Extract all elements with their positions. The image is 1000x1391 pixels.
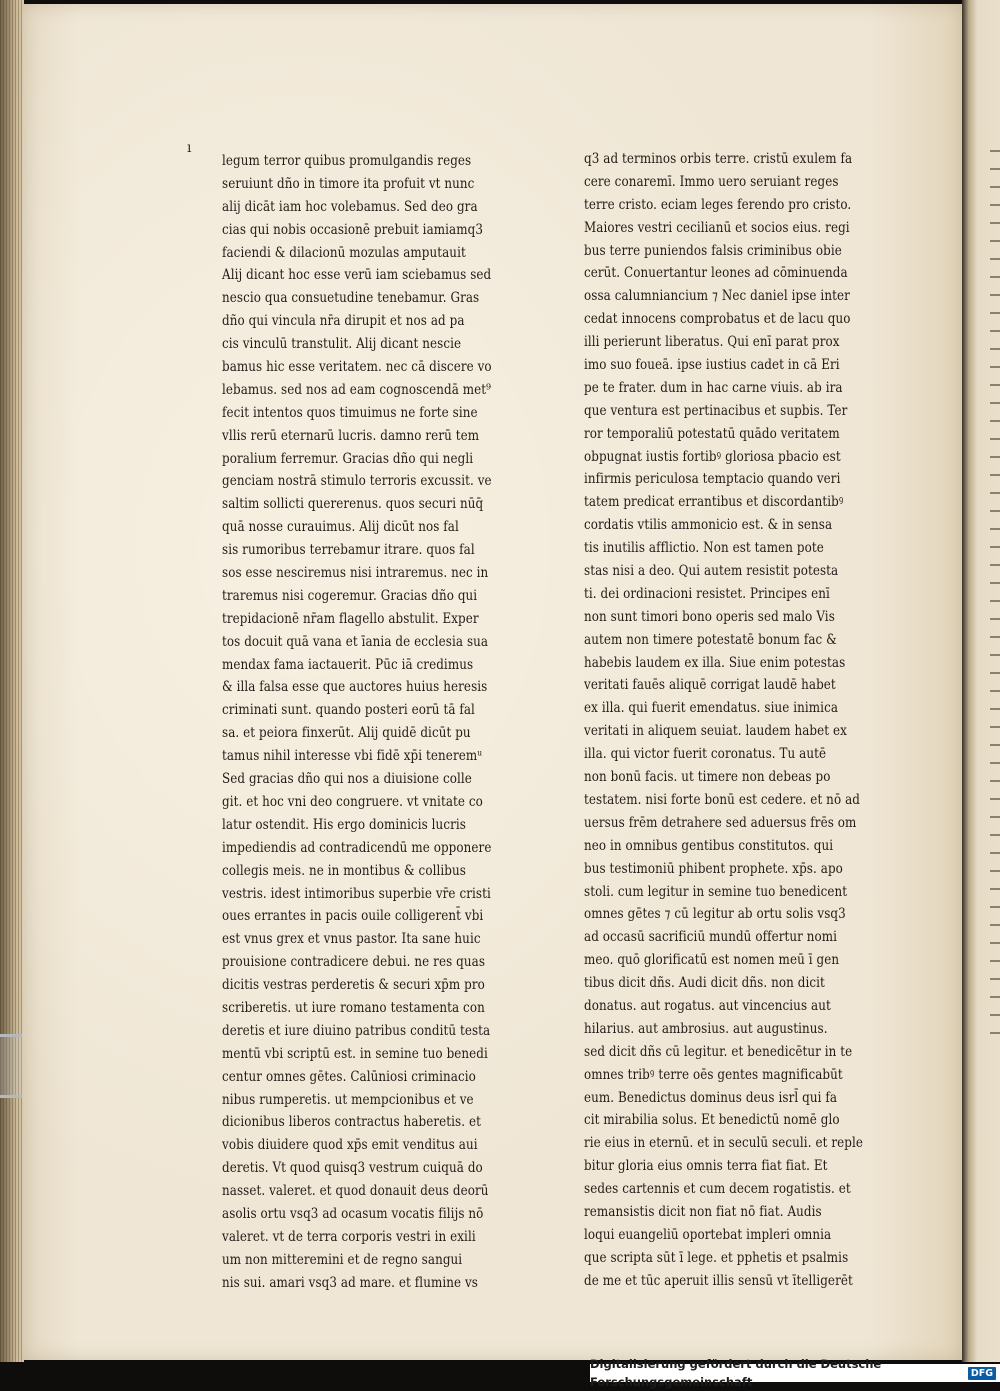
text-line: loqui euangeliū oportebat impleri omnia: [584, 1226, 832, 1243]
text-line: habebis laudem ex illa. Siue enim potestas: [584, 654, 846, 671]
text-line: donatus. aut rogatus. aut vincencius aut: [584, 997, 831, 1014]
text-line: pe te frater. dum in hac carne viuis. ab ira: [584, 379, 843, 396]
text-line: git. et hoc vni deo congruere. vt vnitate co: [222, 793, 483, 810]
text-line: cit mirabilia solus. Et benedictū nomē glo: [584, 1112, 840, 1129]
text-line: deretis. Vt quod quisq3 vestrum cuiquā do: [222, 1160, 483, 1177]
text-line: nescio qua consuetudine tenebamur. Gras: [222, 290, 480, 307]
text-line: dicitis vestras perderetis & securi xp̄m pro: [222, 977, 485, 994]
text-line: asolis ortu vsq3 ad ocasum vocatis filijs nō: [222, 1205, 484, 1222]
text-line: dño qui vincula nr̄a dirupit et nos ad pa: [222, 313, 465, 330]
text-line: ossa calumniancium ⁊ Nec daniel ipse inter: [584, 288, 850, 305]
text-line: hilarius. aut ambrosius. aut augustinus.: [584, 1020, 828, 1037]
text-line: ror temporaliū potestatū quādo veritatem: [584, 425, 840, 442]
text-line: tos docuit quā vana et īania de ecclesia sua: [222, 633, 489, 650]
text-line: ad occasū sacrificiū mundū offertur nomi: [584, 929, 838, 946]
text-line: tamus nihil interesse vbi fidē xp̄i teneremᵘ: [222, 748, 483, 765]
text-line: genciam nostrā stimulo terroris excussit. ve: [222, 473, 492, 490]
text-line: remansistis dicit non fiat nō fiat. Audis: [584, 1203, 822, 1220]
text-line: trepidacionē nr̄am flagello abstulit. Exper: [222, 610, 479, 627]
text-line: est vnus grex et vnus pastor. Ita sane huic: [222, 931, 481, 948]
text-line: faciendi & dilacionū mozulas amputauit: [222, 244, 466, 261]
text-line: valeret. vt de terra corporis vestri in exili: [222, 1228, 476, 1245]
text-line: rie eius in eternū. et in seculū seculi. et reple: [584, 1135, 863, 1152]
text-line: neo in omnibus gentibus constitutos. qui: [584, 837, 834, 854]
text-line: omnes tribꝰ terre oēs gentes magnificabūt: [584, 1066, 843, 1083]
text-line: latur ostendit. His ergo dominicis lucris: [222, 816, 466, 833]
text-line: ti. dei ordinacioni resistet. Principes enī: [584, 585, 830, 602]
text-line: cis vinculū transtulit. Alij dicant nescie: [222, 336, 462, 353]
text-line: cias qui nobis occasionē prebuit iamiamq3: [222, 221, 484, 238]
text-line: nasset. valeret. et quod donauit deus deorū: [222, 1183, 489, 1200]
text-line: scriberetis. ut iure romano testamenta con: [222, 999, 485, 1016]
text-line: sos esse nesciremus nisi intraremus. nec in: [222, 565, 489, 582]
text-line: mendax fama iactauerit. Pūc iā credimus: [222, 656, 474, 673]
text-line: sed dicit dñs cū legitur. et benedicētur in te: [584, 1043, 853, 1060]
text-line: eum. Benedictus dominus deus isrl̄ qui fa: [584, 1089, 838, 1106]
text-line: sa. et peiora finxerūt. Alij quidē dicūt pu: [222, 725, 471, 742]
text-line: tis inutilis afflictio. Non est tamen pote: [584, 540, 824, 557]
text-line: meo. quō glorificatū est nomen meū ī gen: [584, 952, 840, 969]
text-line: lebamus. sed nos ad eam cognoscendā met⁹: [222, 381, 492, 398]
text-line: sedes cartennis et cum decem rogatistis. et: [584, 1181, 851, 1198]
text-line: tatem predicat errantibus et discordantibꝰ: [584, 494, 844, 511]
text-line: um non mitteremini et de regno sangui: [222, 1251, 463, 1268]
text-line: oues errantes in pacis ouile colligerent̄ vbi: [222, 908, 484, 925]
text-line: non bonū facis. ut timere non debeas po: [584, 769, 831, 786]
text-line: legum terror quibus promulgandis reges: [222, 153, 472, 169]
text-line: criminati sunt. quando posteri eorū tā fal: [222, 702, 475, 719]
text-line: bitur gloria eius omnis terra fiat fiat. Et: [584, 1158, 828, 1175]
text-line: obpugnat iustis fortibꝰ gloriosa pbacio est: [584, 448, 841, 465]
text-line: fecit intentos quos timuimus ne forte sine: [222, 404, 478, 421]
text-line: cordatis vtilis ammonicio est. & in sensa: [584, 517, 833, 534]
text-line: stas nisi a deo. Qui autem resistit potesta: [584, 563, 839, 580]
text-line: tibus dicit dñs. Audi dicit dñs. non dicit: [584, 975, 825, 992]
text-line: impediendis ad contradicendū me opponere: [222, 839, 492, 856]
text-line: centur omnes gētes. Calūniosi criminacio: [222, 1068, 476, 1085]
text-line: nis sui. amari vsq3 ad mare. et flumine vs: [222, 1274, 479, 1291]
text-line: bamus hic esse veritatem. nec cā discere vo: [222, 359, 492, 376]
text-line: terre cristo. eciam leges ferendo pro cristo.: [584, 196, 852, 213]
text-line: Maiores vestri cecilianū et socios eius. regi: [584, 219, 850, 236]
text-line: illi perierunt liberatus. Qui enī parat prox: [584, 334, 840, 351]
text-line: collegis meis. ne in montibus & collibus: [222, 862, 466, 879]
text-line: stoli. cum legitur in semine tuo benedicent: [584, 883, 848, 900]
text-line: cere conaremī. Immo uero seruiant reges: [584, 173, 839, 190]
text-line: vllis rerū eternarū lucris. damno rerū tem: [222, 427, 480, 444]
text-column-left: [222, 150, 492, 1295]
text-line: dicionibus liberos contractus haberetis. et: [222, 1114, 481, 1131]
footer-credit: Digitalisierung gefördert durch die Deutsche Forschungsgemeinschaft: [590, 1357, 882, 1389]
text-line: de me et tūc aperuit illis sensū vt ītelligerēt: [584, 1272, 853, 1289]
text-line: autem non timere potestatē bonum fac &: [584, 631, 837, 648]
facing-page-text-bleed: [990, 150, 1000, 1050]
text-line: q3 ad terminos orbis terre. cristū exulem fa: [584, 151, 853, 167]
text-line: traremus nisi cogeremur. Gracias dño qui: [222, 587, 478, 604]
text-line: testatem. nisi forte bonū est cedere. et nō ad: [584, 791, 860, 808]
text-line: mentū vbi scriptū est. in semine tuo benedi: [222, 1045, 488, 1062]
text-line: poralium ferremur. Gracias dño qui negli: [222, 450, 474, 467]
text-line: bus terre puniendos falsis criminibus obie: [584, 242, 842, 259]
text-line: vobis diuidere quod xp̄s emit venditus aui: [222, 1137, 478, 1154]
text-line: veritati in aliquem seuiat. laudem habet ex: [584, 723, 847, 740]
text-line: vestris. idest intimoribus superbie vr̄e cristi: [222, 885, 491, 902]
text-line: non sunt timori bono operis sed malo Vis: [584, 608, 835, 625]
text-line: Alij dicant hoc esse verū iam sciebamus sed: [222, 267, 492, 284]
text-line: que scripta sūt ī lege. et pphetis et psalmis: [584, 1249, 849, 1266]
text-line: Sed gracias dño qui nos a diuisione colle: [222, 771, 472, 788]
text-line: bus testimoniū phibent prophete. xp̄s. apo: [584, 860, 843, 877]
text-line: sis rumoribus terrebamur itrare. quos fal: [222, 542, 475, 559]
text-line: cerūt. Conuertantur leones ad cōminuenda: [584, 265, 848, 282]
text-line: cedat innocens comprobatus et de lacu quo: [584, 311, 851, 328]
text-column-right: [584, 148, 863, 1293]
text-line: nibus rumperetis. ut mempcionibus et ve: [222, 1091, 474, 1108]
text-line: alij dicāt iam hoc volebamus. Sed deo gra: [222, 198, 478, 215]
text-line: prouisione contradicere debui. ne res quas: [222, 954, 486, 971]
book-edge-left: [0, 0, 24, 1362]
text-line: seruiunt dño in timore ita profuit vt nunc: [222, 175, 475, 192]
margin-mark: ı: [187, 140, 192, 156]
text-line: veritati fauēs aliquē corrigat laudē habet: [584, 677, 836, 694]
text-line: infirmis periculosa temptacio quando veri: [584, 471, 841, 488]
text-line: uersus frēm detrahere sed aduersus frēs om: [584, 814, 857, 831]
text-line: deretis et iure diuino patribus conditū testa: [222, 1022, 491, 1039]
text-line: imo suo foueā. ipse iustius cadet in cā Eri: [584, 357, 840, 374]
text-line: saltim sollicti quererenus. quos securi nūq̄: [222, 496, 484, 513]
facing-page-edge: [962, 0, 1000, 1362]
text-line: ex illa. qui fuerit emendatus. siue inimica: [584, 700, 839, 717]
digitization-footer: [590, 1357, 1000, 1389]
text-line: omnes gētes ⁊ cū legitur ab ortu solis vsq3: [584, 906, 846, 923]
dfg-logo: DFG: [968, 1367, 996, 1380]
text-line: quā nosse curauimus. Alij dicūt nos fal: [222, 519, 459, 536]
text-line: & illa falsa esse que auctores huius heresis: [222, 679, 488, 696]
text-line: que ventura est pertinacibus et supbis. Ter: [584, 402, 848, 419]
text-line: illa. qui victor fuerit coronatus. Tu autē: [584, 746, 827, 763]
